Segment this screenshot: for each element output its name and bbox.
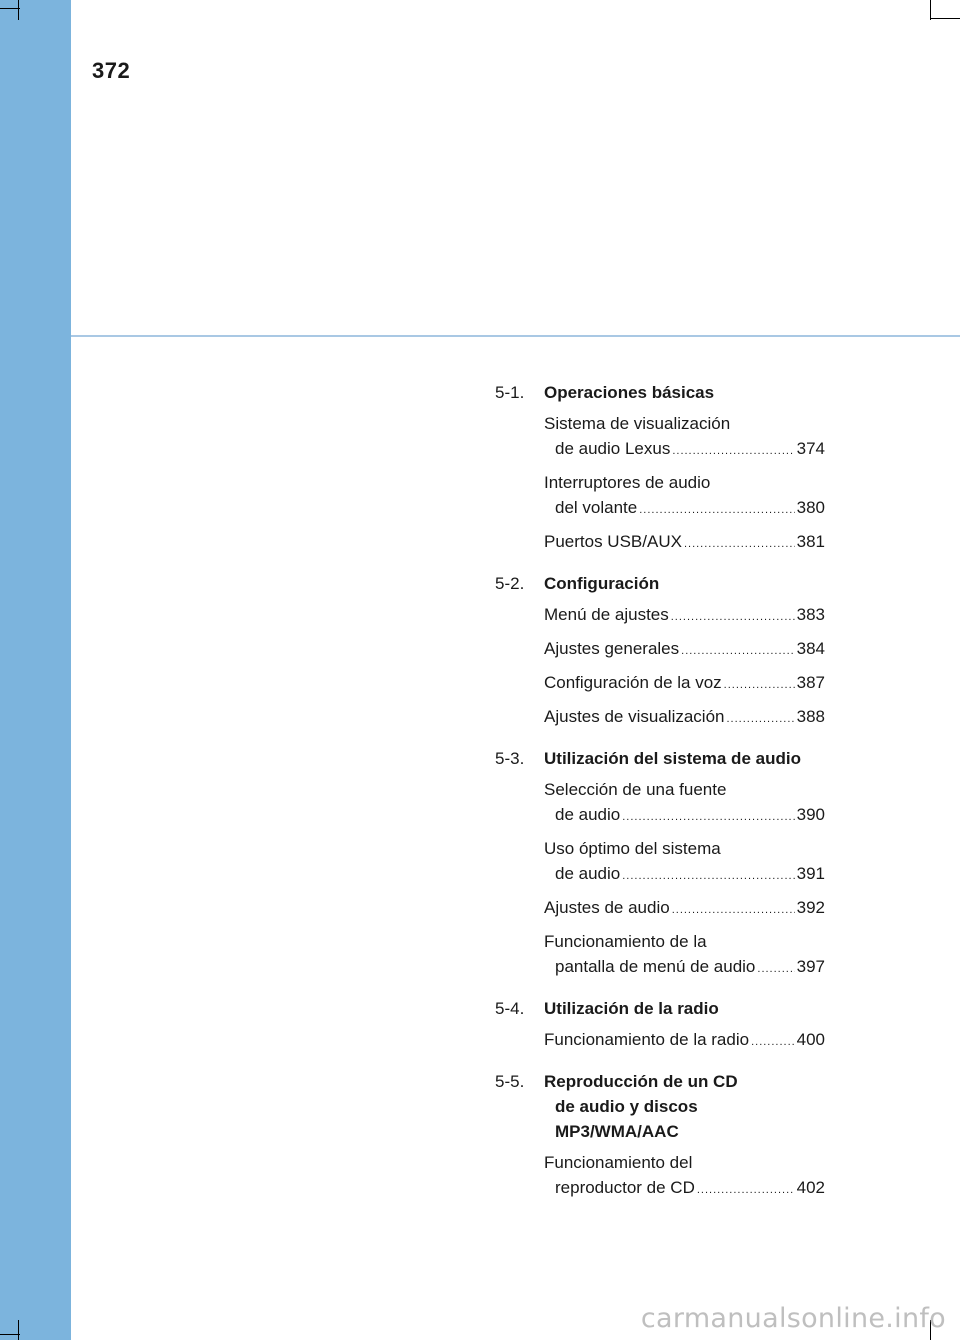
entry-title: Configuración de la voz — [544, 673, 722, 692]
page-reference: 400 — [796, 1030, 825, 1049]
toc-entry[interactable] — [544, 670, 825, 698]
toc-entry[interactable] — [544, 470, 825, 523]
section-heading — [495, 1069, 825, 1144]
entry-title: Ajustes de visualización — [544, 707, 725, 726]
toc-section — [495, 380, 825, 557]
chapter-side-bar — [0, 0, 71, 1340]
entry-title: Uso óptimo del sistema — [544, 839, 721, 858]
entry-title: del volante — [555, 498, 638, 517]
toc-entry[interactable] — [544, 704, 825, 732]
page-reference: 383 — [796, 605, 825, 624]
toc-entry[interactable] — [544, 1150, 825, 1203]
toc-entry[interactable] — [544, 602, 825, 630]
entry-title: de audio Lexus — [555, 439, 671, 458]
crop-mark — [0, 8, 20, 9]
toc-section — [495, 571, 825, 732]
page-reference: 391 — [796, 864, 825, 883]
dot-leader — [622, 864, 794, 889]
entry-title: Sistema de visualización — [544, 414, 731, 433]
dot-leader — [684, 532, 795, 557]
dot-leader — [672, 898, 795, 923]
page-reference: 402 — [796, 1178, 825, 1197]
section-title: MP3/WMA/AAC — [555, 1122, 679, 1141]
page-reference: 390 — [796, 805, 825, 824]
section-number: 5-5. — [495, 1072, 525, 1091]
toc-entry[interactable] — [544, 529, 825, 557]
section-number: 5-2. — [495, 574, 525, 593]
dot-leader — [681, 639, 794, 664]
dot-leader — [726, 707, 794, 732]
section-heading — [495, 996, 825, 1021]
dot-leader — [639, 498, 794, 523]
page-reference: 392 — [796, 898, 825, 917]
entry-title: Funcionamiento del — [544, 1153, 693, 1172]
toc-entry[interactable] — [544, 411, 825, 464]
table-of-contents — [495, 380, 825, 1217]
header-divider — [71, 335, 960, 337]
entry-title: de audio — [555, 864, 621, 883]
toc-section — [495, 746, 825, 982]
dot-leader — [622, 805, 794, 830]
section-title: Configuración — [544, 574, 660, 593]
entry-title: pantalla de menú de audio — [555, 957, 756, 976]
page-reference: 380 — [796, 498, 825, 517]
section-title: Reproducción de un CD — [544, 1072, 738, 1091]
section-title: Operaciones básicas — [544, 383, 715, 402]
toc-entry[interactable] — [544, 777, 825, 830]
section-heading — [495, 380, 825, 405]
page-reference: 388 — [796, 707, 825, 726]
entry-title: reproductor de CD — [555, 1178, 695, 1197]
section-title: de audio y discos — [555, 1097, 698, 1116]
entry-title: de audio — [555, 805, 621, 824]
page-reference: 397 — [796, 957, 825, 976]
entry-title: Ajustes de audio — [544, 898, 670, 917]
entry-title: Ajustes generales — [544, 639, 680, 658]
dot-leader — [672, 439, 794, 464]
section-title: Utilización de la radio — [544, 999, 719, 1018]
dot-leader — [697, 1178, 795, 1203]
entry-title: Menú de ajustes — [544, 605, 669, 624]
toc-entry[interactable] — [544, 636, 825, 664]
crop-mark — [18, 0, 19, 20]
toc-entry[interactable] — [544, 895, 825, 923]
entry-title: Puertos USB/AUX — [544, 532, 682, 551]
dot-leader — [757, 957, 794, 982]
toc-section — [495, 1069, 825, 1203]
toc-entry[interactable] — [544, 836, 825, 889]
entry-title: Selección de una fuente — [544, 780, 727, 799]
section-number: 5-4. — [495, 999, 525, 1018]
dot-leader — [671, 605, 795, 630]
watermark: carmanualsonline.info — [640, 1303, 946, 1334]
toc-section — [495, 996, 825, 1055]
crop-mark — [18, 1320, 19, 1340]
page-reference: 374 — [796, 439, 825, 458]
section-title: Utilización del sistema de audio — [544, 749, 801, 768]
entry-title: Funcionamiento de la radio — [544, 1030, 750, 1049]
entry-title: Interruptores de audio — [544, 473, 711, 492]
section-heading — [495, 571, 825, 596]
section-heading — [495, 746, 825, 771]
page-reference: 381 — [796, 532, 825, 551]
crop-mark — [0, 1334, 20, 1335]
section-number: 5-1. — [495, 383, 525, 402]
crop-mark — [930, 18, 960, 19]
toc-entry[interactable] — [544, 1027, 825, 1055]
dot-leader — [751, 1030, 795, 1055]
section-number: 5-3. — [495, 749, 525, 768]
crop-mark — [930, 0, 931, 20]
page-number: 372 — [92, 58, 131, 83]
page-reference: 384 — [796, 639, 825, 658]
entry-title: Funcionamiento de la — [544, 932, 707, 951]
page-reference: 387 — [796, 673, 825, 692]
dot-leader — [724, 673, 795, 698]
toc-entry[interactable] — [544, 929, 825, 982]
